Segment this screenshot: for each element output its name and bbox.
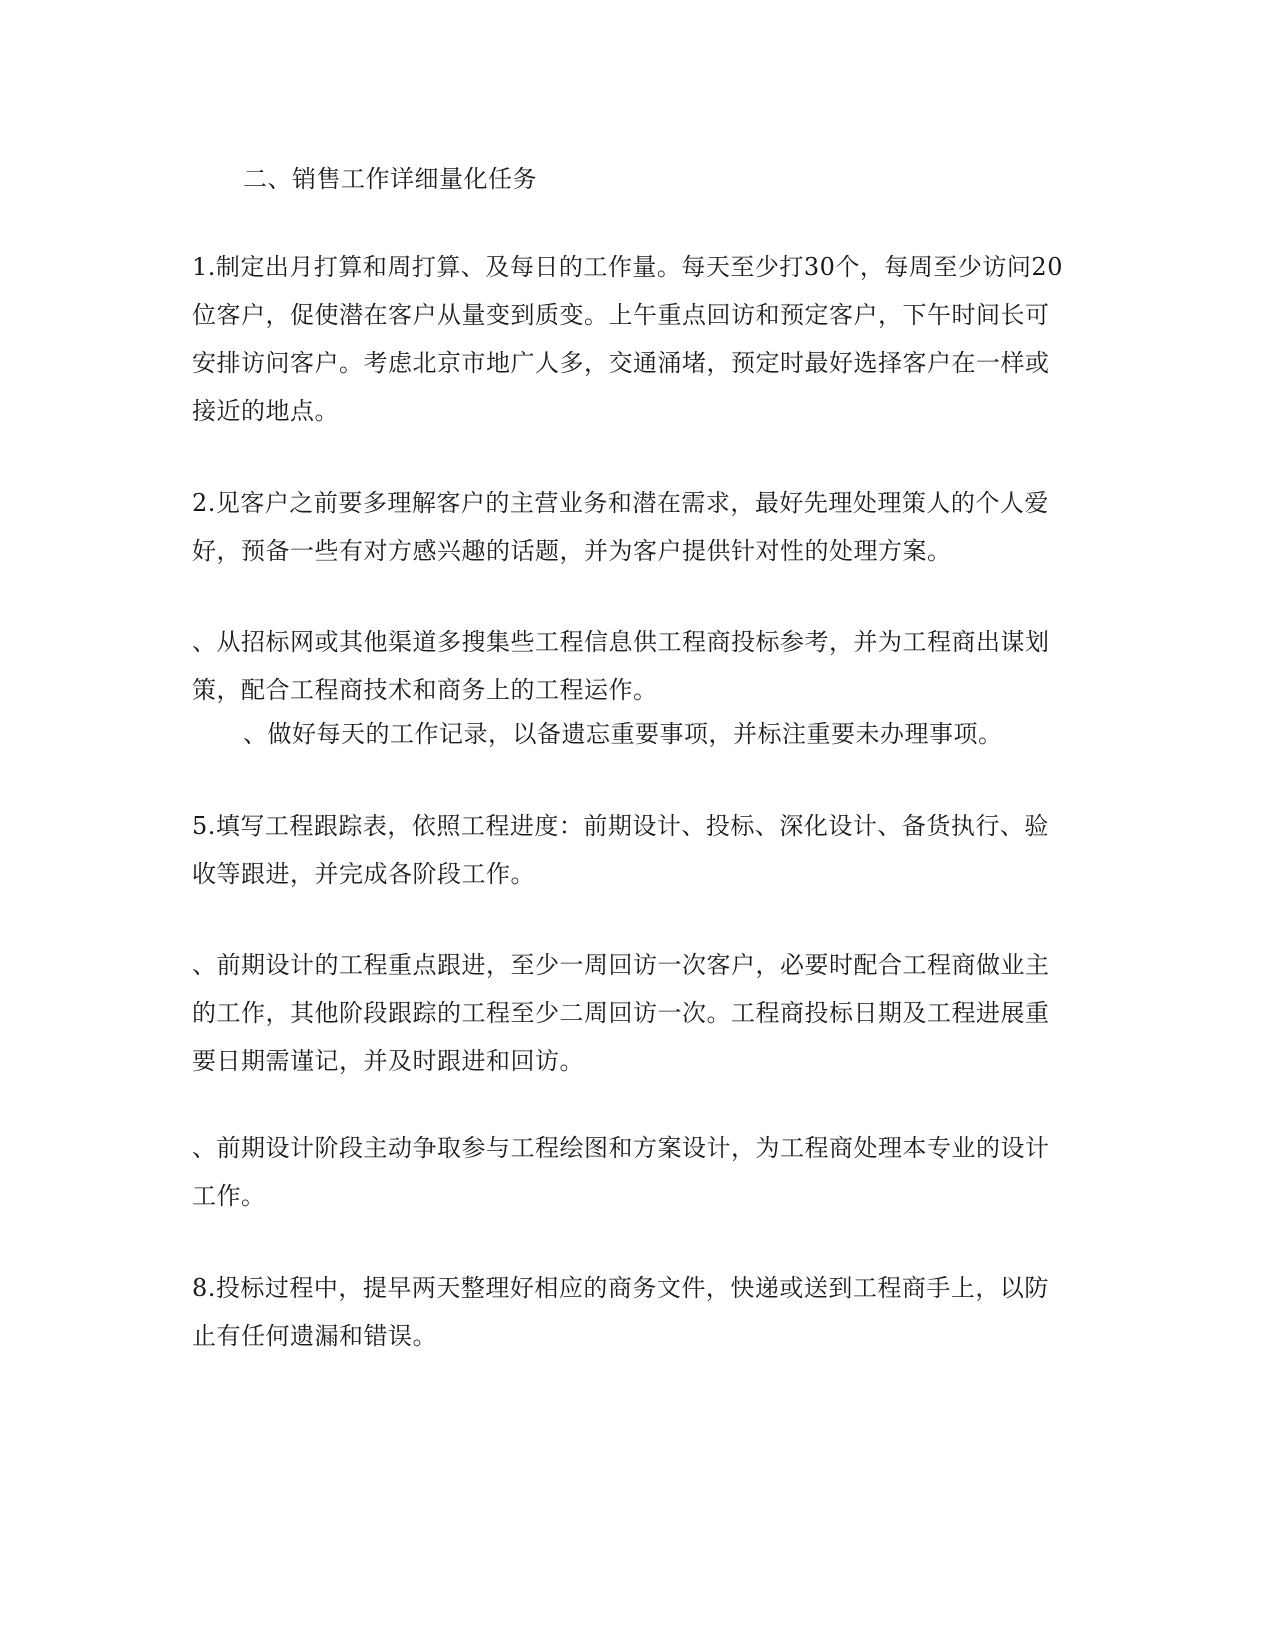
paragraph-3-line-1: 、从招标网或其他渠道多搜集些工程信息供工程商投标参考，并为工程商出谋划 — [192, 628, 1050, 656]
paragraph-4 — [243, 710, 1003, 758]
section-heading: 二、销售工作详细量化任务 — [243, 165, 537, 193]
paragraph-1-line-4: 接近的地点。 — [192, 397, 339, 425]
paragraph-8 — [192, 1264, 1072, 1360]
paragraph-1-line-3: 安排访问客户。考虑北京市地广人多，交通涌堵，预定时最好选择客户在一样或 — [192, 349, 1050, 377]
paragraph-4-line-1: 、做好每天的工作记录，以备遗忘重要事项，并标注重要未办理事项。 — [243, 720, 1003, 748]
paragraph-6-line-1: 、前期设计的工程重点跟进，至少一周回访一次客户，必要时配合工程商做业主 — [192, 951, 1050, 979]
paragraph-3 — [192, 618, 1072, 714]
paragraph-7-line-1: 、前期设计阶段主动争取参与工程绘图和方案设计，为工程商处理本专业的设计 — [192, 1134, 1050, 1162]
paragraph-5 — [192, 802, 1072, 898]
paragraph-6-line-2: 的工作，其他阶段跟踪的工程至少二周回访一次。工程商投标日期及工程进展重 — [192, 999, 1050, 1027]
paragraph-2-line-2: 好，预备一些有对方感兴趣的话题，并为客户提供针对性的处理方案。 — [192, 537, 952, 565]
paragraph-3-line-2: 策，配合工程商技术和商务上的工程运作。 — [192, 676, 658, 704]
paragraph-5-line-1: 5.填写工程跟踪表，依照工程进度：前期设计、投标、深化设计、备货执行、验 — [192, 812, 1049, 840]
paragraph-6 — [192, 941, 1072, 1085]
paragraph-8-line-1: 8.投标过程中，提早两天整理好相应的商务文件，快递或送到工程商手上，以防 — [192, 1274, 1049, 1302]
paragraph-1-line-2: 位客户，促使潜在客户从量变到质变。上午重点回访和预定客户，下午时间长可 — [192, 301, 1050, 329]
paragraph-2 — [192, 479, 1072, 575]
paragraph-8-line-2: 止有任何遗漏和错误。 — [192, 1322, 437, 1350]
paragraph-1 — [192, 243, 1072, 435]
paragraph-5-line-2: 收等跟进，并完成各阶段工作。 — [192, 860, 535, 888]
paragraph-7-line-2: 工作。 — [192, 1182, 266, 1210]
paragraph-1-line-1: 1.制定出月打算和周打算、及每日的工作量。每天至少打30个，每周至少访问20 — [192, 253, 1063, 281]
paragraph-7 — [192, 1124, 1072, 1220]
paragraph-2-line-1: 2.见客户之前要多理解客户的主营业务和潜在需求，最好先理处理策人的个人爱 — [192, 489, 1049, 517]
paragraph-6-line-3: 要日期需谨记，并及时跟进和回访。 — [192, 1047, 584, 1075]
